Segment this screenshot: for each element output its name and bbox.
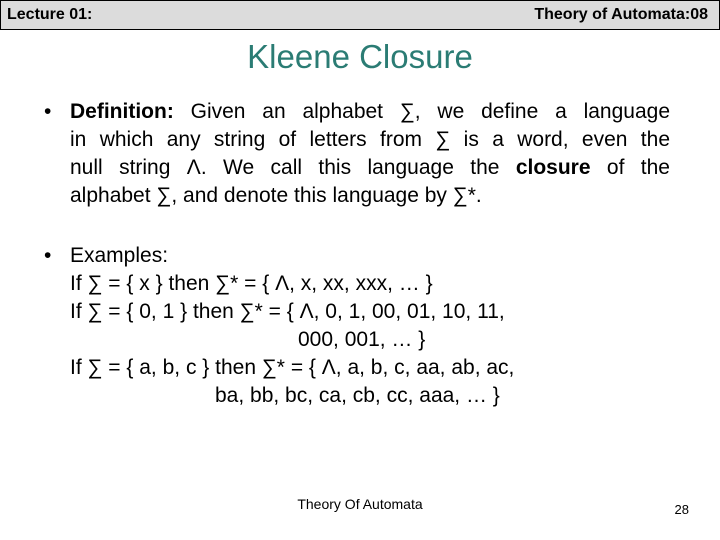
example-line-3-cont: ba, bb, bc, ca, cb, cc, aaa, … } <box>215 384 500 407</box>
example-line-2-cont: 000, 001, … } <box>298 328 426 351</box>
course-label: Theory of Automata:08 <box>534 6 708 23</box>
definition-line-4: alphabet ∑, and denote this language by ∑*. <box>70 184 482 207</box>
definition-line-1 <box>70 98 670 126</box>
bullet-icon: • <box>44 100 52 123</box>
definition-line-3 <box>70 154 670 182</box>
slide-title: Kleene Closure <box>247 38 473 75</box>
definition-bullet <box>44 98 674 210</box>
examples-heading: Examples: <box>70 244 169 267</box>
definition-line-1-text: Given an alphabet ∑, we define a language <box>173 100 670 123</box>
slide-header <box>0 0 720 30</box>
definition-line-3-text: null string Λ. We call this language the <box>70 156 500 179</box>
definition-line-2: in which any string of letters from ∑ is a word, even the <box>70 128 670 151</box>
bullet-icon: • <box>44 244 52 267</box>
lecture-label: Lecture 01: <box>7 6 93 23</box>
closure-term: closure <box>515 156 591 179</box>
example-line-3: If ∑ = { a, b, c } then ∑* = { Λ, a, b, c, aa, ab, ac, <box>70 356 515 379</box>
definition-label: Definition: <box>70 100 174 123</box>
footer-course-name: Theory Of Automata <box>297 496 423 512</box>
definition-line-3-end: of the <box>606 156 670 179</box>
examples-bullet <box>44 242 684 410</box>
example-line-1: If ∑ = { x } then ∑* = { Λ, x, xx, xxx, … } <box>70 272 433 295</box>
page-number: 28 <box>674 502 689 517</box>
example-line-2: If ∑ = { 0, 1 } then ∑* = { Λ, 0, 1, 00, 01, 10, 11, <box>70 300 505 323</box>
